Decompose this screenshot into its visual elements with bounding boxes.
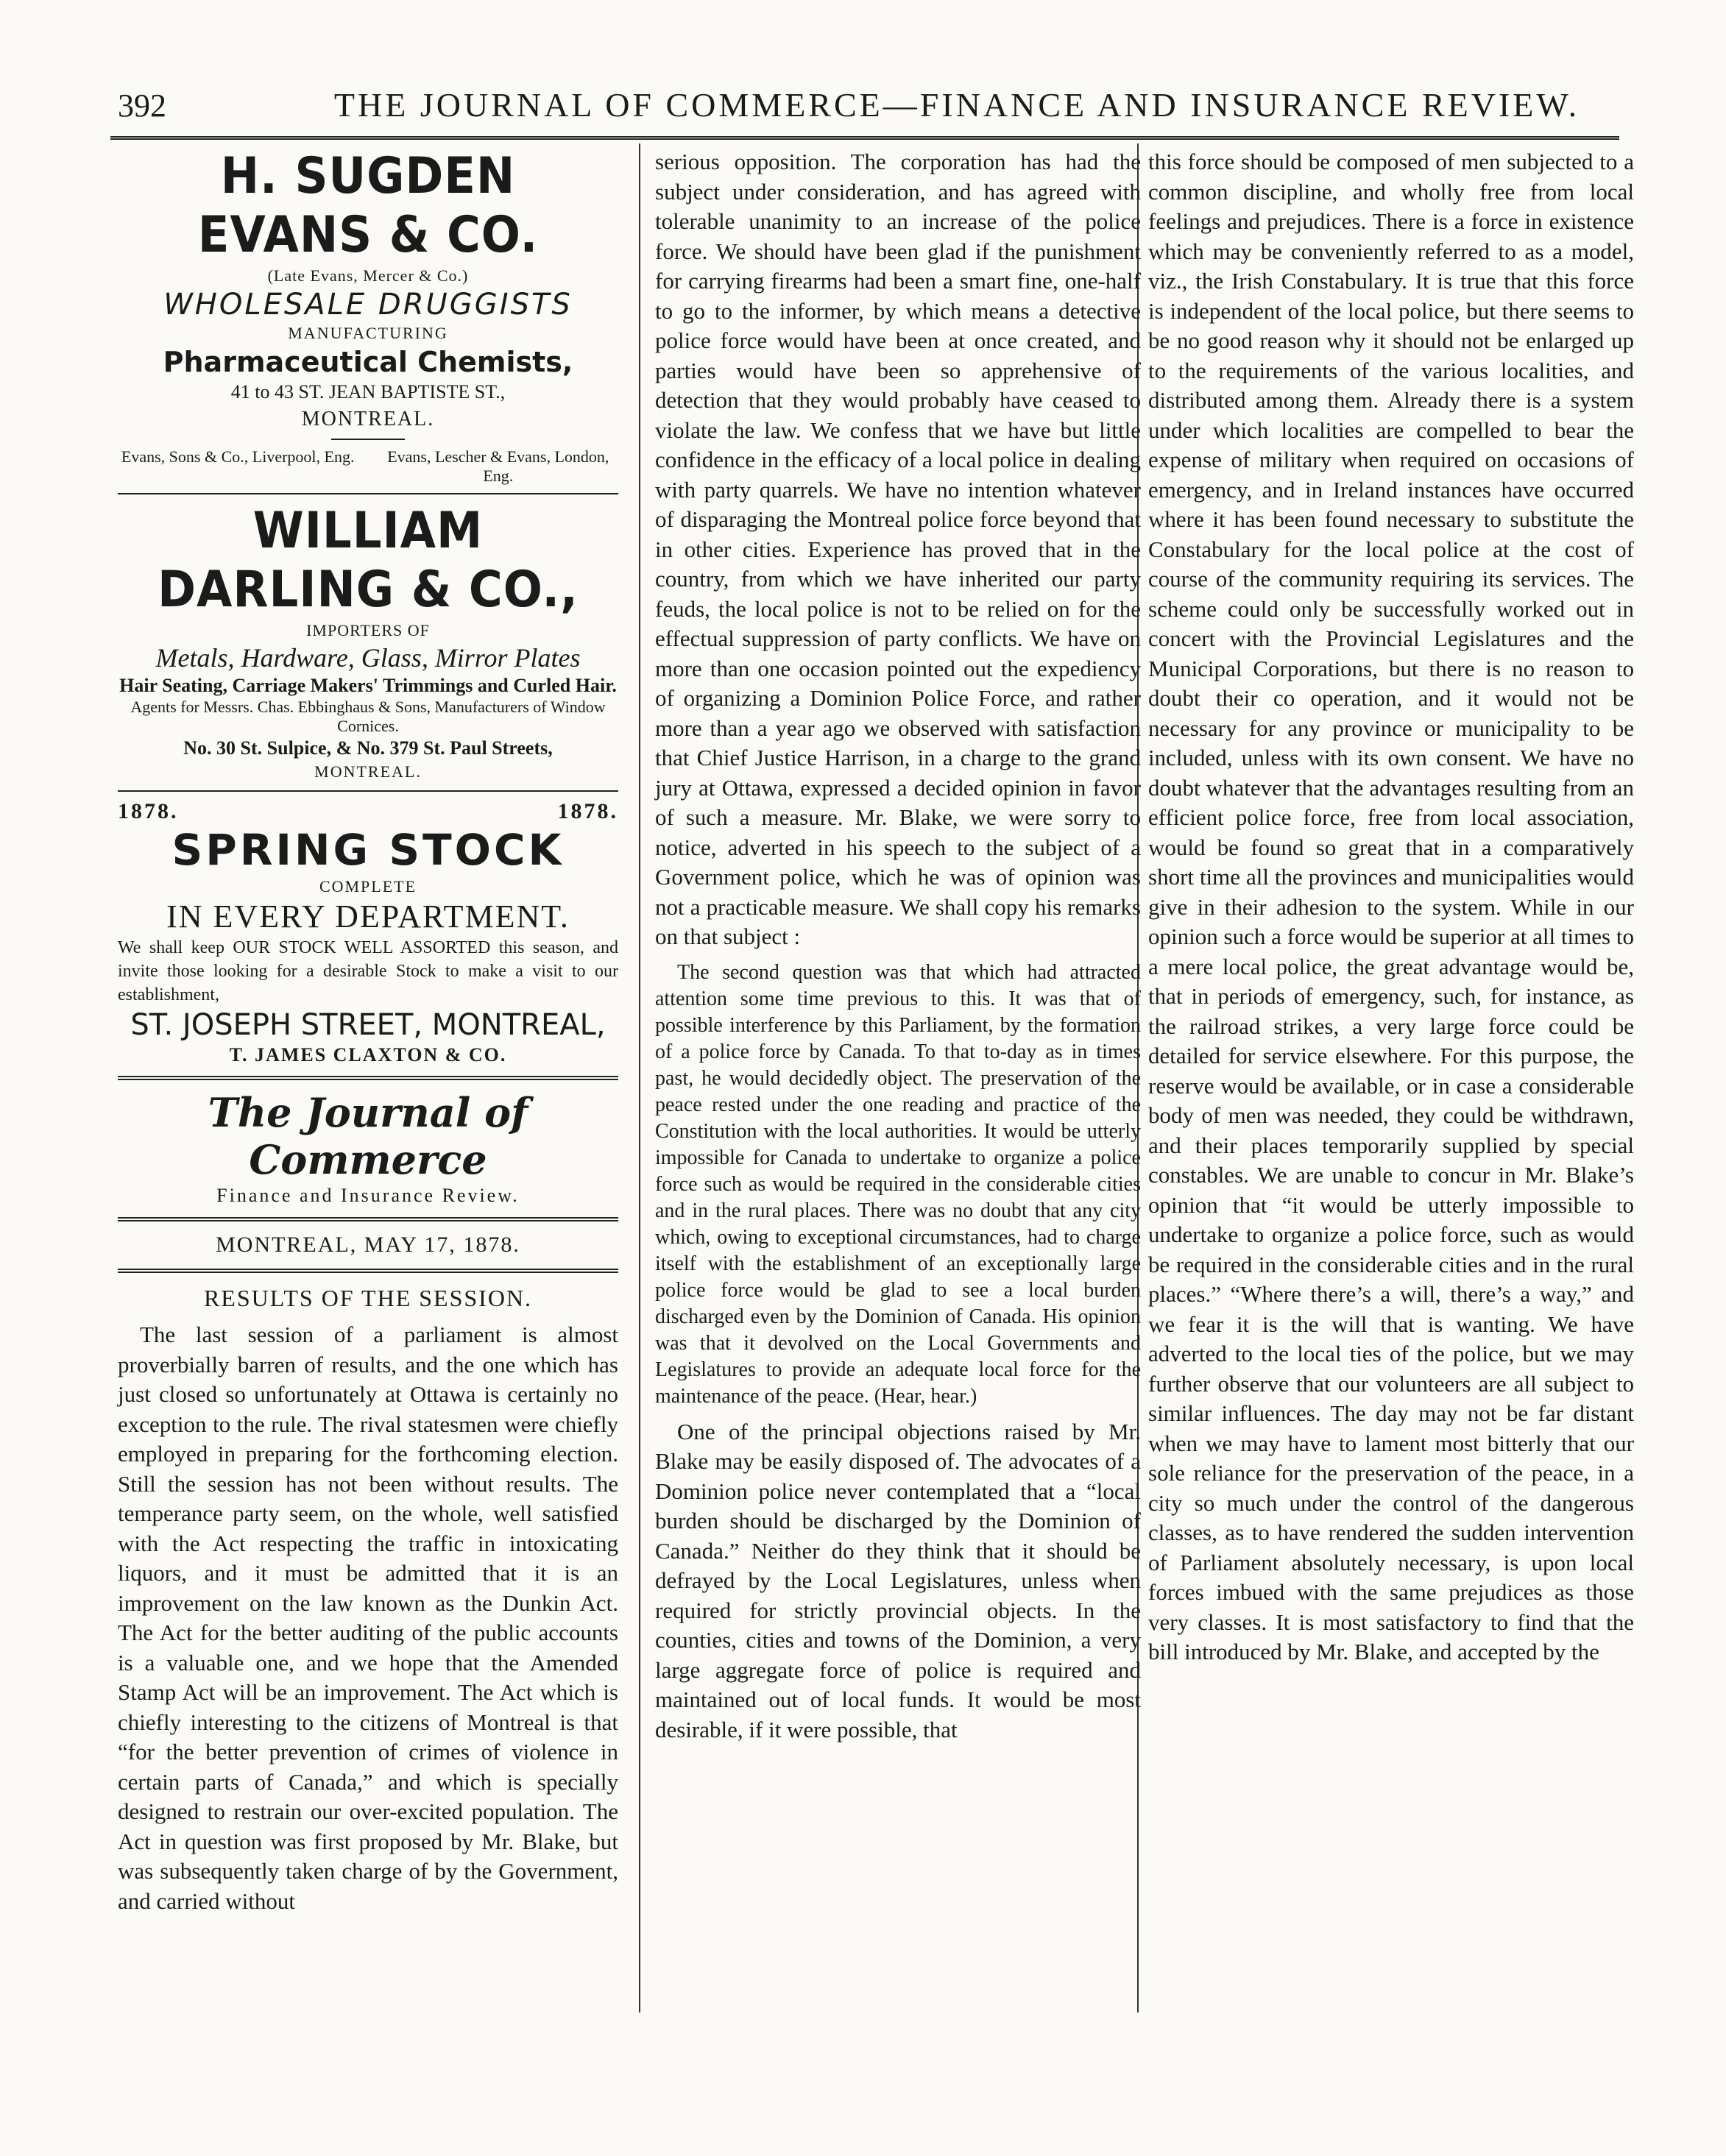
ad-every-department: IN EVERY DEPARTMENT. bbox=[166, 898, 570, 935]
ad-spring-stock: SPRING STOCK bbox=[171, 825, 565, 875]
ad-late-name: (Late Evans, Mercer & Co.) bbox=[267, 266, 469, 285]
ad-streets: No. 30 St. Sulpice, & No. 379 St. Paul Streets, bbox=[183, 737, 553, 759]
paragraph: serious opposition. The corporation has had the subject under consideration, and has agreed with tolerable unanimity to an increase of the police force. We should have been glad if the punishment for carrying firearms had been a smart fine, one-half to go to the informer, by which means a detective police force would have been at once created, and parties would have been so apprehensive of detection that they would probably have ceased to violate the law. We confess that we have but little confidence in the efficacy of a local police in dealing with party quarrels. We have no intention whatever of disparaging the Montreal police force beyond that in other cities. Experience has proved that in the country, from which we have inherited our party feuds, the local police is not to be relied on for the effectual suppression of party conflicts. We have on more than one occasion pointed out the expediency of organizing a Dominion Police Force, and rather more than a year ago we observed with satisfaction that Chief Justice Harrison, in a charge to the grand jury at Ottawa, expressed a decided opinion in favor of such a measure. Mr. Blake, we were sorry to notice, adverted in his speech to the subject of a Government police, which he was of opinion was not a practicable measure. We shall copy his remarks on that subject : bbox=[655, 149, 1141, 949]
divider bbox=[118, 1076, 618, 1080]
ad-branches bbox=[118, 447, 618, 486]
ad-stock-text: We shall keep OUR STOCK WELL ASSORTED this season, and invite those looking for a desirable Stock to make a visit to our establishment, bbox=[118, 938, 618, 1004]
ad-complete: COMPLETE bbox=[319, 877, 417, 896]
divider bbox=[118, 493, 618, 494]
ad-manufacturing: MANUFACTURING bbox=[288, 324, 448, 342]
column-divider-1 bbox=[639, 143, 640, 2013]
ad-proprietor: T. JAMES CLAXTON & CO. bbox=[229, 1044, 507, 1065]
dateline: MONTREAL, MAY 17, 1878. bbox=[216, 1233, 520, 1257]
ad-year-left: 1878. bbox=[118, 799, 179, 823]
claxton-ad bbox=[118, 799, 618, 1067]
ad-hair: Hair Seating, Carriage Makers' Trimmings and Curled Hair. bbox=[119, 675, 617, 696]
ad-left-firm: Evans, Sons & Co., Liverpool, Eng. bbox=[121, 447, 355, 466]
divider bbox=[118, 1217, 618, 1221]
ad-importers: IMPORTERS OF bbox=[306, 621, 430, 639]
ad-trade: WHOLESALE DRUGGISTS bbox=[163, 288, 573, 322]
paragraph: The second question was that which had attracted attention some time previous to this. It was that of possible interference by this Parliament, by the formation of a police force by Canada. To that to-day as in times past, he would decidedly object. The preservation of the peace rested under the one reading and practice of the Constitution with the local authorities. It would be utterly impossible for Canada to undertake to organize a police force such as would be required in the considerable cities and in the rural places. There was no doubt that any city which, owing to exceptional circumstances, had to charge itself with the establishment of an exceptionally large police force would be glad to see a local burden discharged even by the Dominion of Canada. His opinion was that it devolved on the Local Governments and Legislatures to provide an adequate local force for the maintenance of the peace. (Hear, hear.) bbox=[655, 960, 1141, 1408]
ad-agents: Agents for Messrs. Chas. Ebbinghaus & Sons, Manufacturers of Window Cornices. bbox=[130, 698, 606, 735]
ad-city: MONTREAL. bbox=[314, 762, 422, 781]
ad-right-firm: Evans, Lescher & Evans, London, Eng. bbox=[387, 447, 609, 485]
ad-firm-name: H. SUGDEN EVANS & CO. bbox=[197, 147, 539, 264]
column-1 bbox=[118, 147, 618, 1923]
page-header bbox=[110, 81, 1619, 132]
ad-address: 41 to 43 ST. JEAN BAPTISTE ST., bbox=[230, 381, 506, 403]
article-heading: RESULTS OF THE SESSION. bbox=[203, 1285, 533, 1311]
ad-goods: Metals, Hardware, Glass, Mirror Plates bbox=[155, 643, 581, 673]
william-darling-ad bbox=[118, 502, 618, 783]
ad-year-right: 1878. bbox=[557, 799, 618, 823]
header-rule bbox=[110, 136, 1619, 140]
column-2 bbox=[655, 147, 1141, 1752]
masthead bbox=[118, 1089, 618, 1208]
paragraph: The last session of a parliament is almost proverbially barren of results, and the one which has just closed so unfortunately at Ottawa is certainly no exception to the rule. The rival statesmen were chiefly employed in preparing for the forthcoming election. Still the session has not been without results. The temperance party seem, on the whole, well satisfied with the Act respecting the traffic in intoxicating liquors, and it must be admitted that it is an improvement on the law known as the Dunkin Act. The Act for the better auditing of the public accounts is a valuable one, and we hope that the Amended Stamp Act will be an improvement. The Act which is chiefly interesting to the citizens of Montreal is that “for the better prevention of crimes of violence in certain parts of Canada,” and which is specially designed to restrain our over-excited population. The Act in question was first proposed by Mr. Blake, but was subsequently taken charge of by the Government, and carried without bbox=[118, 1322, 618, 1914]
paragraph: this force should be composed of men subjected to a common discipline, and wholly free from local feelings and prejudices. There is a force in existence which may be conveniently referred to as a model, viz., the Irish Constabulary. It is true that this force is independent of the local police, but there seems to be no good reason why it should not be enlarged up to the requirements of the various localities, and distributed among them. Already there is a system under which localities are compelled to bear the expense of military when required on occasions of emergency, and in Ireland instances have occurred where it has been found necessary to substitute the Constabulary for the local police at the cost of course of the community requiring its services. The scheme could only be successfully worked out in concert with the Provincial Legislatures and the Municipal Corporations, but there is no reason to doubt their co operation, and it would not be necessary for any province or municipality to be included, unless with its own consent. We have no doubt whatever that the advantages resulting from an efficient police force, free from local association, would be found so great that in a comparatively short time all the provinces and municipalities would give in their adhesion to the system. While in our opinion such a force would be superior at all times to a mere local police, the great advantage would be, that in periods of emergency, such, for instance, as the railroad strikes, a very large force could be detailed for service elsewhere. For this purpose, the reserve would be available, or in case a considerable body of men was needed, they could be withdrawn, and their places temporarily supplied by special constables. We are unable to concur in Mr. Blake’s opinion that “it would be utterly impossible to undertake to organize a police force, such as would be required in the considerable cities and in the rural places.” “Where there’s a will, there’s a way,” and we fear it is the will that is wanting. We have adverted to the local ties of the police, but we may further observe that our volunteers are all subject to similar influences. The day may not be far distant when we may have to lament most bitterly that our sole reliance for the preservation of the peace, in a city so much under the control of the dangerous classes, as to have rendered the sudden intervention of Parliament absolutely necessary, is upon local forces imbued with the same prejudices as those very classes. It is most satisfactory to find that the bill introduced by Mr. Blake, and accepted by the bbox=[1148, 149, 1634, 1664]
ad-years bbox=[118, 799, 618, 824]
sugden-evans-ad bbox=[118, 147, 618, 486]
paragraph: One of the principal objections raised by Mr. Blake may be easily disposed of. The advocates of a Dominion police never contemplated that a “local burden should be discharged by the Dominion of Canada.” Neither do they think that it should be defrayed by the Local Legislatures, unless when required for strictly provincial objects. In the counties, cities and towns of the Dominion, a very large aggregate force of police is required and maintained out of local funds. It would be most desirable, if it were possible, that bbox=[655, 1418, 1141, 1742]
quoted-remarks bbox=[655, 960, 1141, 1410]
column-3 bbox=[1148, 147, 1634, 1675]
ad-pharma: Pharmaceutical Chemists, bbox=[163, 346, 573, 378]
masthead-title: The Journal of Commerce bbox=[208, 1089, 528, 1183]
masthead-subtitle: Finance and Insurance Review. bbox=[216, 1185, 520, 1206]
ad-firm-name: WILLIAM DARLING & CO., bbox=[158, 502, 579, 619]
ad-city: MONTREAL. bbox=[301, 408, 435, 430]
divider bbox=[331, 439, 405, 440]
ad-street: ST. JOSEPH STREET, MONTREAL, bbox=[130, 1008, 606, 1042]
article-col1 bbox=[118, 1320, 618, 1916]
divider bbox=[118, 790, 618, 792]
running-title: THE JOURNAL OF COMMERCE—FINANCE AND INSURANCE REVIEW. bbox=[333, 86, 1580, 124]
page-number: 392 bbox=[118, 88, 166, 124]
divider bbox=[118, 1269, 618, 1273]
